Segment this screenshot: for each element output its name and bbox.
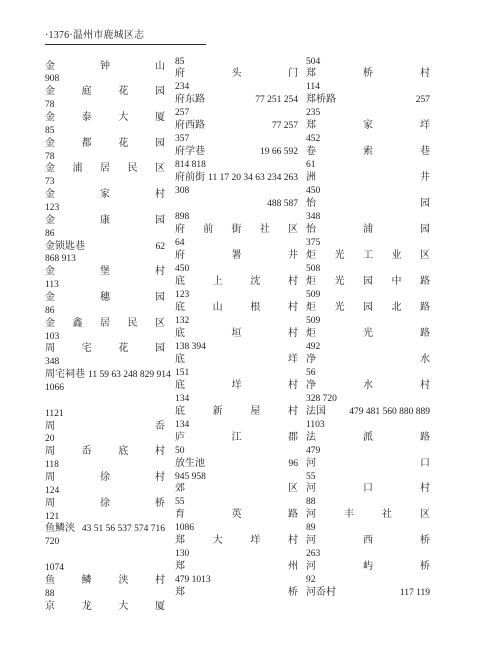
page-refs: 55	[306, 471, 316, 482]
page-refs: 1103	[306, 419, 325, 430]
page-refs: 85	[175, 56, 185, 67]
index-term: 卷索巷	[306, 146, 430, 158]
index-term: 底垣村	[175, 327, 298, 339]
page-refs: 1121	[45, 408, 64, 419]
index-term: 河西桥	[306, 535, 430, 547]
page-refs: 78	[45, 100, 55, 111]
page-refs: 234	[175, 82, 190, 93]
index-term: 郑桥	[175, 587, 298, 599]
page-refs: 20	[45, 434, 55, 445]
index-term: 金浦居民区	[45, 163, 165, 175]
page-refs: 375	[306, 238, 321, 249]
page-refs: 19 66 592	[260, 147, 298, 158]
index-term: 府署井	[175, 250, 298, 262]
page-refs: 235	[306, 108, 321, 119]
index-term: 怡浦园	[306, 224, 430, 236]
page-refs: 88	[306, 497, 316, 508]
index-term: 河岙村	[306, 587, 336, 599]
index-term: 府前街	[175, 172, 205, 184]
index-term: 金康园	[45, 214, 165, 226]
page-refs: 508	[306, 264, 321, 274]
page-refs: 89	[306, 523, 316, 534]
header-rule	[45, 44, 206, 45]
blank-line	[45, 549, 165, 562]
page-refs: 64	[175, 238, 185, 249]
index-term: 底山根村	[175, 301, 298, 313]
index-entry-line	[45, 523, 165, 536]
index-term: 府头门	[175, 68, 298, 80]
index-term: 周宅祠巷	[45, 369, 85, 381]
index-term: 底上沈村	[175, 275, 298, 287]
page-refs: 124	[45, 485, 60, 496]
page-refs: 55	[175, 497, 185, 508]
page-refs: 908	[45, 74, 60, 85]
index-term: 金锁匙巷	[45, 240, 85, 252]
page-refs: 130	[175, 549, 190, 560]
index-term: 郑州	[175, 561, 298, 573]
index-term: 金钟山	[45, 60, 165, 72]
page-refs: 257	[415, 95, 430, 106]
page-refs: 123	[45, 202, 60, 213]
page-refs: 77 251 254	[255, 95, 298, 106]
page-refs: 479	[306, 445, 321, 456]
index-term: 郊区	[175, 483, 298, 495]
index-term: 法派路	[306, 431, 430, 443]
index-term: 炬光路	[306, 327, 430, 339]
page-refs: 78	[45, 151, 55, 162]
index-entry-line	[175, 94, 298, 107]
page-refs: 96	[288, 458, 298, 469]
index-term: 府前街社区	[175, 224, 298, 236]
index-entry-line	[306, 587, 430, 600]
page-refs: 77 257	[271, 121, 298, 132]
index-term: 炬光园中路	[306, 275, 430, 287]
index-term: 京龙大厦	[45, 600, 165, 612]
page-refs: 134	[175, 419, 190, 430]
page-refs: 92	[306, 575, 316, 586]
page-refs: 11 59 63 248 829 914	[88, 370, 171, 381]
page-refs: 357	[175, 134, 190, 145]
page-refs: 450	[175, 264, 190, 274]
index-term: 底新屋村	[175, 405, 298, 417]
index-term: 府东路	[175, 94, 205, 106]
page-refs: 118	[45, 460, 59, 471]
page-refs: 61	[306, 160, 316, 171]
index-entry-line	[45, 369, 171, 382]
index-column-1	[45, 60, 171, 614]
index-term: 郑家垟	[306, 120, 430, 132]
index-term: 金庭花园	[45, 86, 165, 98]
page-refs: 479 481 560 880 889	[349, 406, 430, 417]
index-entry-line	[175, 120, 298, 133]
page-refs: 308	[175, 186, 190, 197]
index-entry-line	[306, 406, 430, 419]
index-term: 周徐村	[45, 472, 165, 483]
index-term: 法国	[306, 405, 326, 417]
index-term: 河口村	[306, 483, 430, 495]
index-term: 河屿桥	[306, 561, 430, 573]
page-refs: 86	[45, 228, 55, 239]
page-refs: 50	[175, 445, 185, 456]
page-refs: 1086	[175, 523, 194, 534]
page-refs: 452	[306, 134, 321, 145]
page-refs: 88	[45, 588, 55, 599]
index-term: 底垟村	[175, 379, 298, 391]
index-entry-line	[175, 458, 298, 471]
index-term: 周岙	[45, 420, 165, 432]
page-refs: 945 958	[175, 471, 206, 482]
page-refs: 1066	[45, 382, 64, 393]
page-refs: 257	[175, 108, 190, 119]
page-refs: 62	[155, 241, 165, 252]
page-refs: 123	[175, 289, 190, 300]
index-term: 底垟	[175, 353, 298, 365]
page-refs: 151	[175, 367, 190, 378]
page-refs: 121	[45, 511, 60, 522]
page-refs: 1074	[45, 563, 64, 574]
index-entry-line	[45, 241, 165, 254]
page-refs: 492	[306, 341, 321, 352]
index-term: 洲井	[306, 172, 430, 184]
page-refs: 348	[306, 212, 321, 223]
index-column-3	[306, 56, 430, 601]
index-term: 河口	[306, 457, 430, 469]
index-column-2	[175, 56, 298, 601]
page-refs: 86	[45, 305, 55, 316]
page-refs: 868 913	[45, 254, 76, 265]
page-refs: 114	[306, 82, 320, 93]
blank-line	[45, 395, 165, 408]
index-term: 怡园	[306, 198, 430, 210]
index-term: 郑桥村	[306, 68, 430, 80]
index-term: 鱼鳞浃村	[45, 574, 165, 586]
index-entry-line	[175, 172, 298, 185]
running-head: ·1376·温州市鹿城区志	[45, 30, 145, 41]
page-refs: 509	[306, 315, 321, 326]
index-term: 周徐桥	[45, 497, 165, 509]
index-entry-line	[306, 94, 430, 107]
index-term: 周岙底村	[45, 446, 165, 458]
page-refs: 138 394	[175, 341, 206, 352]
index-term: 金堡村	[45, 266, 165, 278]
index-term: 庐江郡	[175, 431, 298, 443]
page-refs: 504	[306, 56, 321, 67]
index-term: 金都花园	[45, 137, 165, 149]
index-term: 育英路	[175, 509, 298, 521]
index-term: 炬光园北路	[306, 301, 430, 313]
page-refs: 103	[45, 331, 60, 342]
index-entry-line	[175, 146, 298, 159]
index-term: 郑桥路	[306, 94, 336, 106]
page-refs: 56	[306, 367, 316, 378]
index-term: 鱼鳞浃	[45, 523, 75, 535]
page-refs: 132	[175, 315, 190, 326]
index-term: 炬光工业区	[306, 250, 430, 262]
page-refs: 73	[45, 177, 55, 188]
page-refs: 898	[175, 212, 190, 223]
index-term: 郑大垟村	[175, 535, 298, 547]
page-refs: 85	[45, 125, 55, 136]
index-term: 府学巷	[175, 146, 205, 158]
page-refs: 348	[45, 357, 60, 368]
index-term: 周宅花园	[45, 343, 165, 355]
page-refs: 814 818	[175, 160, 206, 171]
page-refs: 328 720	[306, 393, 337, 404]
index-term: 放生池	[175, 457, 205, 469]
page-refs: 450	[306, 186, 321, 197]
page-refs: 479 1013	[175, 575, 211, 586]
index-term: 净水村	[306, 379, 430, 391]
page-refs: 117 119	[399, 588, 430, 599]
index-term: 净水	[306, 353, 430, 365]
index-term: 金家村	[45, 189, 165, 201]
page-refs: 43 51 56 537 574 716	[81, 524, 165, 535]
page-refs: 509	[306, 289, 321, 300]
page-refs: 263	[306, 549, 321, 560]
page-refs: 720	[45, 537, 60, 548]
index-term: 金泰大厦	[45, 111, 165, 123]
page-refs: 11 17 20 34 63 234 263	[208, 173, 298, 184]
page-refs: 488 587	[267, 199, 298, 210]
index-term: 金穗园	[45, 291, 165, 303]
index-term: 金鑫居民区	[45, 317, 165, 329]
index-term: 府西路	[175, 120, 205, 132]
page-refs: 134	[175, 393, 190, 404]
page-refs: 113	[45, 280, 59, 291]
index-term: 河丰社区	[306, 509, 430, 521]
